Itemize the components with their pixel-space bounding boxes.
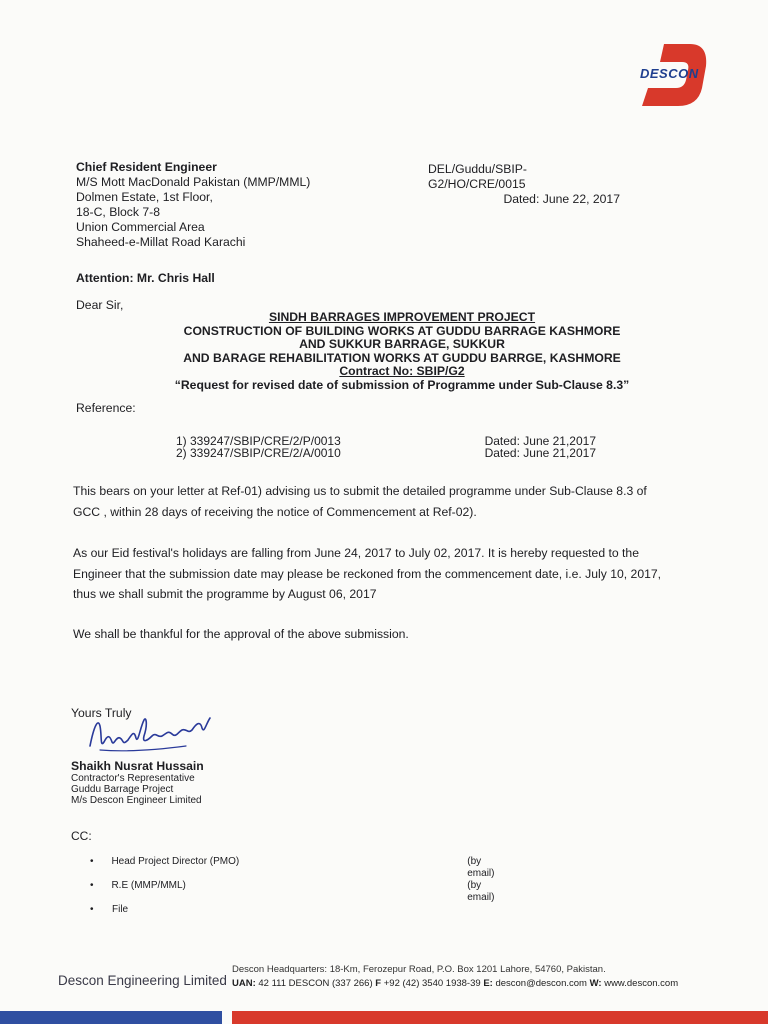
signatory-project: Guddu Barrage Project	[71, 784, 174, 795]
cc-recipient: Head Project Director (PMO)	[111, 856, 240, 867]
body-paragraph: We shall be thankful for the approval of the above submission.	[73, 627, 409, 641]
signatory-block	[71, 759, 204, 806]
subject-line: CONSTRUCTION OF BUILDING WORKS AT GUDDU BARRAGE KASHMORE	[183, 323, 621, 338]
cc-list	[90, 856, 510, 916]
attention-line: Attention: Mr. Chris Hall	[76, 271, 215, 285]
footer-company: Descon Engineering Limited	[58, 973, 227, 988]
bullet: •	[90, 856, 94, 867]
body-paragraph: This bears on your letter at Ref-01) advising us to submit the detailed programme under Sub-Clause 8.3 of GCC , within 28 days of receiving the notice of Commencement at Ref-02).	[73, 484, 647, 519]
reference-date: Dated: June 21,2017	[484, 434, 596, 448]
bullet: •	[90, 904, 94, 915]
fax-label: F	[375, 978, 382, 989]
uan-value: 42 111 DESCON (337 266)	[258, 978, 373, 989]
cc-label: CC:	[71, 829, 92, 843]
subject-project: SINDH BARRAGES IMPROVEMENT PROJECT	[268, 310, 536, 324]
reference-id: 2) 339247/SBIP/CRE/2/A/0010	[176, 446, 341, 460]
addressee-line: Union Commercial Area	[76, 220, 205, 234]
addressee-line: 18-C, Block 7-8	[76, 205, 160, 219]
closing: Yours Truly	[71, 706, 132, 720]
reference-date: Dated: June 21,2017	[484, 446, 596, 460]
bullet: •	[90, 880, 94, 891]
subject-request: “Request for revised date of submission of Programme under Sub-Clause 8.3”	[174, 377, 630, 392]
footer-headquarters: Descon Headquarters: 18-Km, Ferozepur Road, P.O. Box 1201 Lahore, 54760, Pakistan.	[232, 964, 606, 975]
signatory-role: Contractor's Representative	[71, 773, 195, 784]
cc-recipient: File	[112, 904, 129, 915]
addressee-line: Shaheed-e-Millat Road Karachi	[76, 235, 246, 249]
email-label: E:	[483, 978, 493, 989]
cc-item	[90, 904, 510, 916]
descon-logo-text: DESCON	[640, 66, 699, 81]
reference-list	[176, 435, 596, 459]
reference-row	[176, 447, 596, 459]
cc-via: (by email)	[467, 856, 495, 879]
footer-red-bar	[232, 1011, 768, 1024]
signatory-company: M/s Descon Engineer Limited	[71, 795, 202, 806]
reference-label: Reference:	[76, 401, 136, 415]
web-label: W:	[589, 978, 602, 989]
web-value: www.descon.com	[604, 978, 679, 989]
reference-id: 1) 339247/SBIP/CRE/2/P/0013	[176, 434, 341, 448]
body-paragraph: As our Eid festival's holidays are falling from June 24, 2017 to July 02, 2017. It is hereby requested to the Engineer that the submission date may please be reckoned from the commencement date, i.e. July 10, 2017, thus we shall submit the programme by August 06, 2017	[73, 546, 662, 601]
addressee-line: Dolmen Estate, 1st Floor,	[76, 190, 213, 204]
uan-label: UAN:	[232, 978, 256, 989]
subject-line: AND BARAGE REHABILITATION WORKS AT GUDDU BARRGE, KASHMORE	[183, 350, 621, 365]
subject-contract: Contract No: SBIP/G2	[339, 364, 465, 378]
addressee-block	[76, 160, 310, 250]
footer-contact	[232, 978, 678, 989]
letter-date: Dated: June 22, 2017	[503, 192, 620, 206]
cc-recipient: R.E (MMP/MML)	[111, 880, 186, 891]
subject-line: AND SUKKUR BARRAGE, SUKKUR	[299, 337, 505, 351]
cc-item	[90, 856, 510, 880]
handwritten-signature	[86, 706, 216, 758]
salutation: Dear Sir,	[76, 298, 124, 312]
addressee-title: Chief Resident Engineer	[76, 160, 217, 174]
footer-blue-bar	[0, 1011, 222, 1024]
email-value: descon@descon.com	[495, 978, 587, 989]
letter-reference-block	[428, 162, 620, 207]
addressee-line: M/S Mott MacDonald Pakistan (MMP/MML)	[76, 175, 311, 189]
letter-ref-number: DEL/Guddu/SBIP-G2/HO/CRE/0015	[428, 162, 527, 191]
signatory-name: Shaikh Nusrat Hussain	[71, 759, 204, 773]
fax-value: +92 (42) 3540 1938-39	[383, 978, 481, 989]
cc-via: (by email)	[467, 880, 495, 903]
subject-block	[76, 311, 728, 392]
cc-item	[90, 880, 510, 904]
